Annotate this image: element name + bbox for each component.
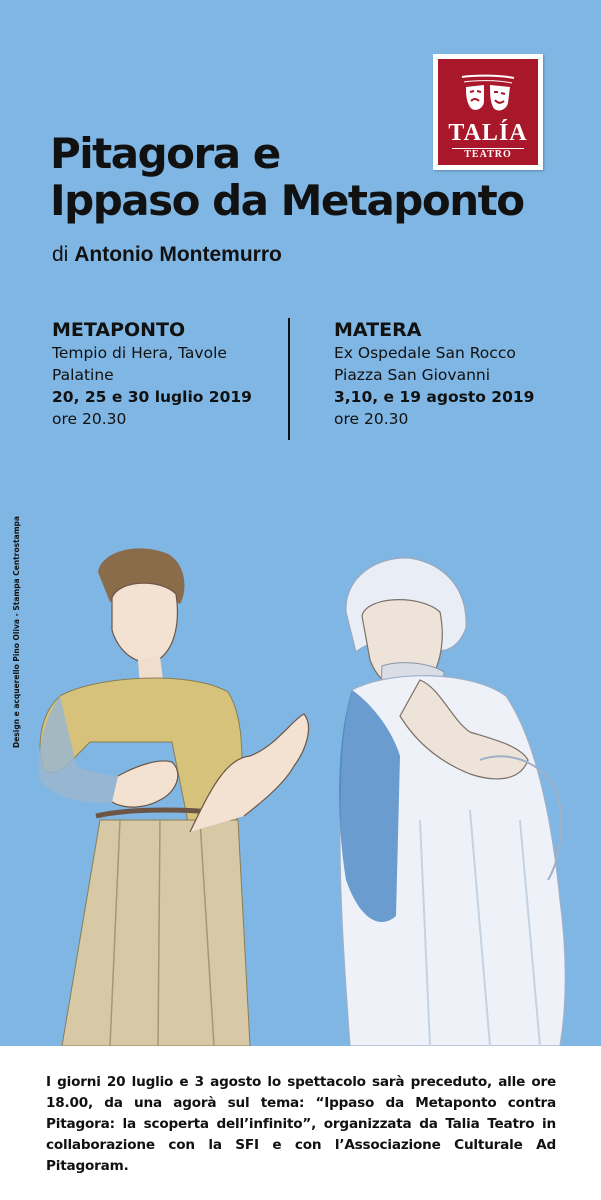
venue-dates: 20, 25 e 30 luglio 2019: [52, 388, 252, 406]
author-prefix: di: [52, 243, 69, 266]
venue-place: Palatine: [52, 366, 114, 384]
venue-metaponto: [52, 318, 272, 430]
title-line-2: Ippaso da Metaponto: [50, 176, 524, 225]
venue-dates: 3,10, e 19 agosto 2019: [334, 388, 535, 406]
venue-city: MATERA: [334, 319, 422, 341]
figure-pitagora: [39, 548, 309, 1046]
venue-time: ore 20.30: [52, 410, 127, 428]
theatre-masks-icon: [460, 73, 516, 117]
venue-place: Piazza San Giovanni: [334, 366, 491, 384]
venue-time: ore 20.30: [334, 410, 409, 428]
event-note-text: I giorni 20 luglio e 3 agosto lo spettacolo sarà preceduto, alle ore 18.00, da una agorà sul tema: “Ippaso da Metaponto contra Pitagora: la scoperta dell’infinito”, organizzata da Talia Teatro in collaborazione con la SFI e con l’Associazione Culturale Ad Pitagoram.: [46, 1074, 556, 1174]
logo-name: TALÍA: [448, 120, 528, 146]
watercolor-illustration: [0, 520, 601, 1046]
author-name: Antonio Montemurro: [74, 243, 282, 266]
page-title: [50, 130, 524, 224]
design-credit: Design e acquerello Pino Oliva - Stampa Centrostampa: [12, 516, 21, 748]
venue-divider: [288, 318, 290, 440]
author-line: [52, 241, 282, 269]
logo-subtitle: TEATRO: [452, 148, 524, 160]
event-note: [0, 1046, 601, 1200]
title-line-1: Pitagora e: [50, 129, 280, 178]
venue-city: METAPONTO: [52, 319, 186, 341]
venue-place: Ex Ospedale San Rocco: [334, 344, 516, 362]
venue-place: Tempio di Hera, Tavole: [52, 344, 227, 362]
venue-matera: [334, 318, 564, 430]
figure-ippaso: [339, 558, 565, 1046]
